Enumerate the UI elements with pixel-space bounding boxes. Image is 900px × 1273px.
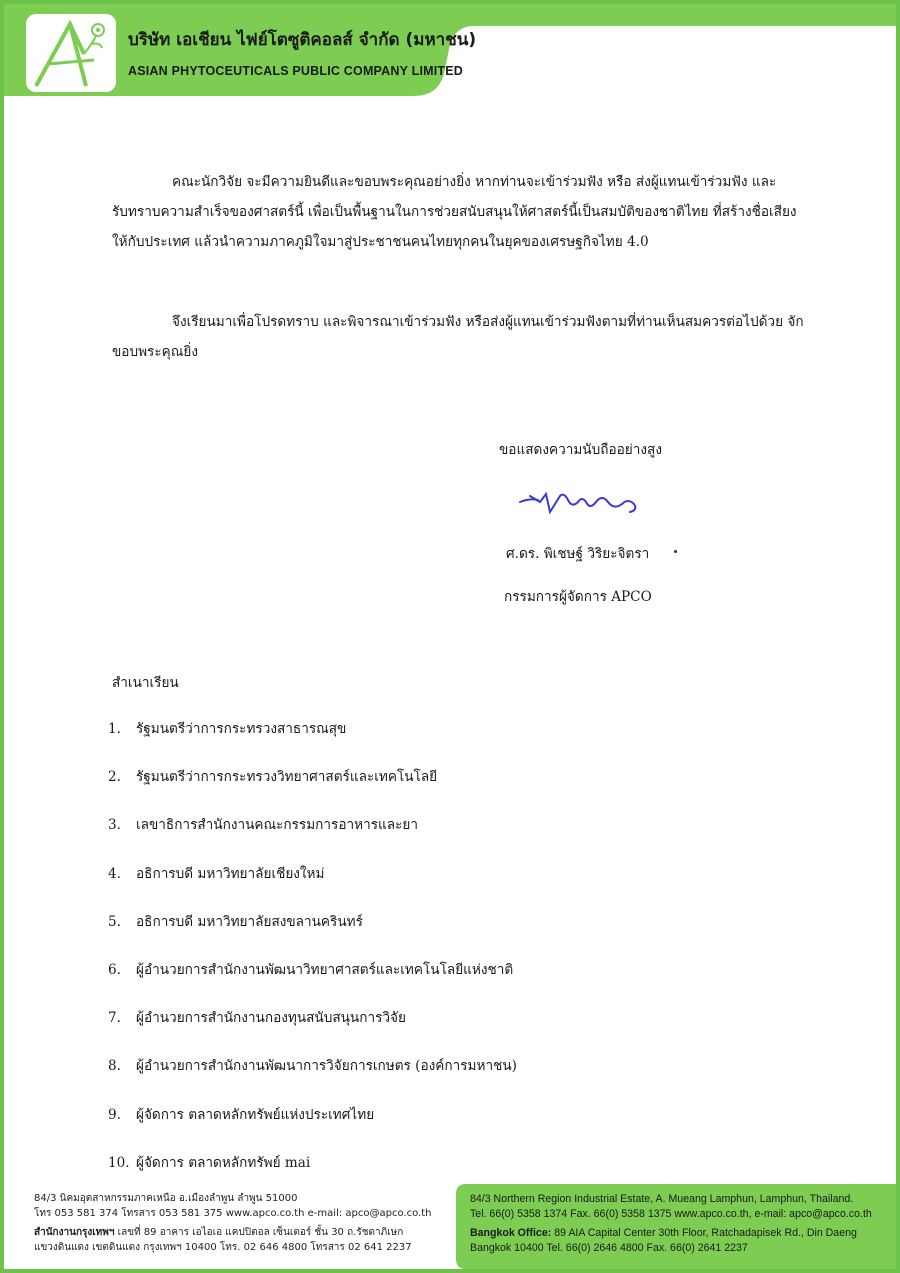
paragraph-line: จึงเรียนมาเพื่อโปรดทราบ และพิจารณาเข้าร่วมฟัง หรือส่งผู้แทนเข้าร่วมฟังตามที่ท่านเห็นสมควรต่อไปด้วย จัก bbox=[172, 314, 804, 330]
item-text: อธิการบดี มหาวิทยาลัยสงขลานครินทร์ bbox=[136, 913, 363, 930]
item-text: อธิการบดี มหาวิทยาลัยเชียงใหม่ bbox=[136, 865, 325, 882]
list-item bbox=[108, 958, 517, 1006]
item-number: 5. bbox=[108, 913, 121, 930]
company-name-english: ASIAN PHYTOCEUTICALS PUBLIC COMPANY LIMITED bbox=[128, 64, 464, 78]
item-number: 3. bbox=[108, 817, 121, 834]
footer-line bbox=[34, 1226, 431, 1241]
footer-text: 89 AIA Capital Center 30th Floor, Ratchadapisek Rd., Din Daeng bbox=[554, 1227, 857, 1239]
paragraph-1 bbox=[112, 167, 804, 257]
signatory-name: ศ.ดร. พิเชษฐ์ วิริยะจิตรา bbox=[506, 546, 650, 562]
item-number: 2. bbox=[108, 769, 121, 786]
footer-label: สำนักงานกรุงเทพฯ bbox=[34, 1227, 115, 1238]
item-number: 8. bbox=[108, 1058, 121, 1075]
paragraph-line: รับทราบความสำเร็จของศาสตร์นี้ เพื่อเป็นพื้นฐานในการช่วยสนับสนุนให้ศาสตร์นี้เป็นสมบัติของชาติไทย ที่สร้างชื่อเสียง bbox=[112, 204, 797, 220]
paragraph-line: ขอบพระคุณยิ่ง bbox=[112, 344, 198, 360]
item-text: ผู้จัดการ ตลาดหลักทรัพย์ mai bbox=[136, 1154, 311, 1171]
footer-thai-address bbox=[34, 1192, 431, 1255]
paragraph-line: ให้กับประเทศ แล้วนำความภาคภูมิใจมาสู่ประชาชนคนไทยทุกคนในยุคของเศรษฐกิจไทย 4.0 bbox=[112, 234, 649, 250]
signatory-title: กรรมการผู้จัดการ APCO bbox=[504, 589, 652, 605]
item-text: รัฐมนตรีว่าการกระทรวงสาธารณสุข bbox=[136, 721, 347, 737]
item-text: เลขาธิการสำนักงานคณะกรรมการอาหารและยา bbox=[136, 817, 419, 834]
list-item bbox=[108, 765, 517, 813]
item-number: 6. bbox=[108, 961, 121, 978]
item-number: 7. bbox=[108, 1010, 121, 1027]
paragraph-2 bbox=[112, 307, 804, 367]
company-logo bbox=[26, 14, 116, 92]
closing-salutation: ขอแสดงความนับถืออย่างสูง bbox=[499, 442, 662, 458]
list-item bbox=[108, 1054, 517, 1102]
list-item bbox=[108, 862, 517, 910]
list-item bbox=[108, 1103, 517, 1151]
paragraph-line: คณะนักวิจัย จะมีความยินดีและขอบพระคุณอย่างยิ่ง หากท่านจะเข้าร่วมฟัง หรือ ส่งผู้แทนเข้าร่วมฟัง และ bbox=[172, 174, 777, 190]
handwritten-signature bbox=[516, 488, 646, 528]
footer-line: 84/3 นิคมอุตสาหกรรมภาคเหนือ อ.เมืองลำพูน ลำพูน 51000 bbox=[34, 1193, 298, 1204]
footer-line bbox=[470, 1226, 872, 1241]
list-item bbox=[108, 717, 517, 765]
footer-line: แขวงดินแดง เขตดินแดง กรุงเทพฯ 10400 โทร. 02 646 4800 โทรสาร 02 641 2237 bbox=[34, 1241, 412, 1253]
logo-mark-icon bbox=[26, 14, 116, 92]
list-item bbox=[108, 813, 517, 861]
footer-line: Bangkok 10400 Tel. 66(0) 2646 4800 Fax. 66(0) 2641 2237 bbox=[470, 1241, 748, 1254]
item-number: 4. bbox=[108, 865, 121, 882]
footer-line: Tel. 66(0) 5358 1374 Fax. 66(0) 5358 1375 www.apco.co.th, e-mail: apco@apco.co.th bbox=[470, 1207, 872, 1220]
footer-english-address bbox=[470, 1192, 872, 1255]
company-name-thai: บริษัท เอเชียน ไฟย์โตซูติคอลส์ จำกัด (มหาชน) bbox=[128, 30, 477, 50]
footer-line: โทร 053 581 374 โทรสาร 053 581 375 www.apco.co.th e-mail: apco@apco.co.th bbox=[34, 1207, 432, 1219]
list-item bbox=[108, 1006, 517, 1054]
item-text: ผู้อำนวยการสำนักงานพัฒนาการวิจัยการเกษตร (องค์การมหาชน) bbox=[136, 1058, 517, 1075]
footer-label: Bangkok Office: bbox=[470, 1227, 552, 1239]
footer-text: เลขที่ 89 อาคาร เอไอเอ แคปปิตอล เซ็นเตอร์ ชั้น 30 ถ.รัชดาภิเษก bbox=[117, 1227, 404, 1238]
item-number: 9. bbox=[108, 1106, 121, 1123]
item-text: ผู้อำนวยการสำนักงานพัฒนาวิทยาศาสตร์และเทคโนโลยีแห่งชาติ bbox=[136, 961, 514, 978]
ink-dot bbox=[674, 550, 677, 553]
list-item bbox=[108, 910, 517, 958]
item-text: ผู้จัดการ ตลาดหลักทรัพย์แห่งประเทศไทย bbox=[136, 1106, 375, 1123]
item-number: 1. bbox=[108, 721, 121, 737]
item-text: รัฐมนตรีว่าการกระทรวงวิทยาศาสตร์และเทคโนโลยี bbox=[136, 769, 438, 786]
item-text: ผู้อำนวยการสำนักงานกองทุนสนับสนุนการวิจัย bbox=[136, 1010, 406, 1027]
item-number: 10. bbox=[108, 1154, 130, 1171]
cc-list bbox=[108, 717, 517, 1199]
cc-heading: สำเนาเรียน bbox=[112, 675, 179, 691]
footer-line: 84/3 Northern Region Industrial Estate, A. Mueang Lamphun, Lamphun, Thailand. bbox=[470, 1193, 854, 1205]
